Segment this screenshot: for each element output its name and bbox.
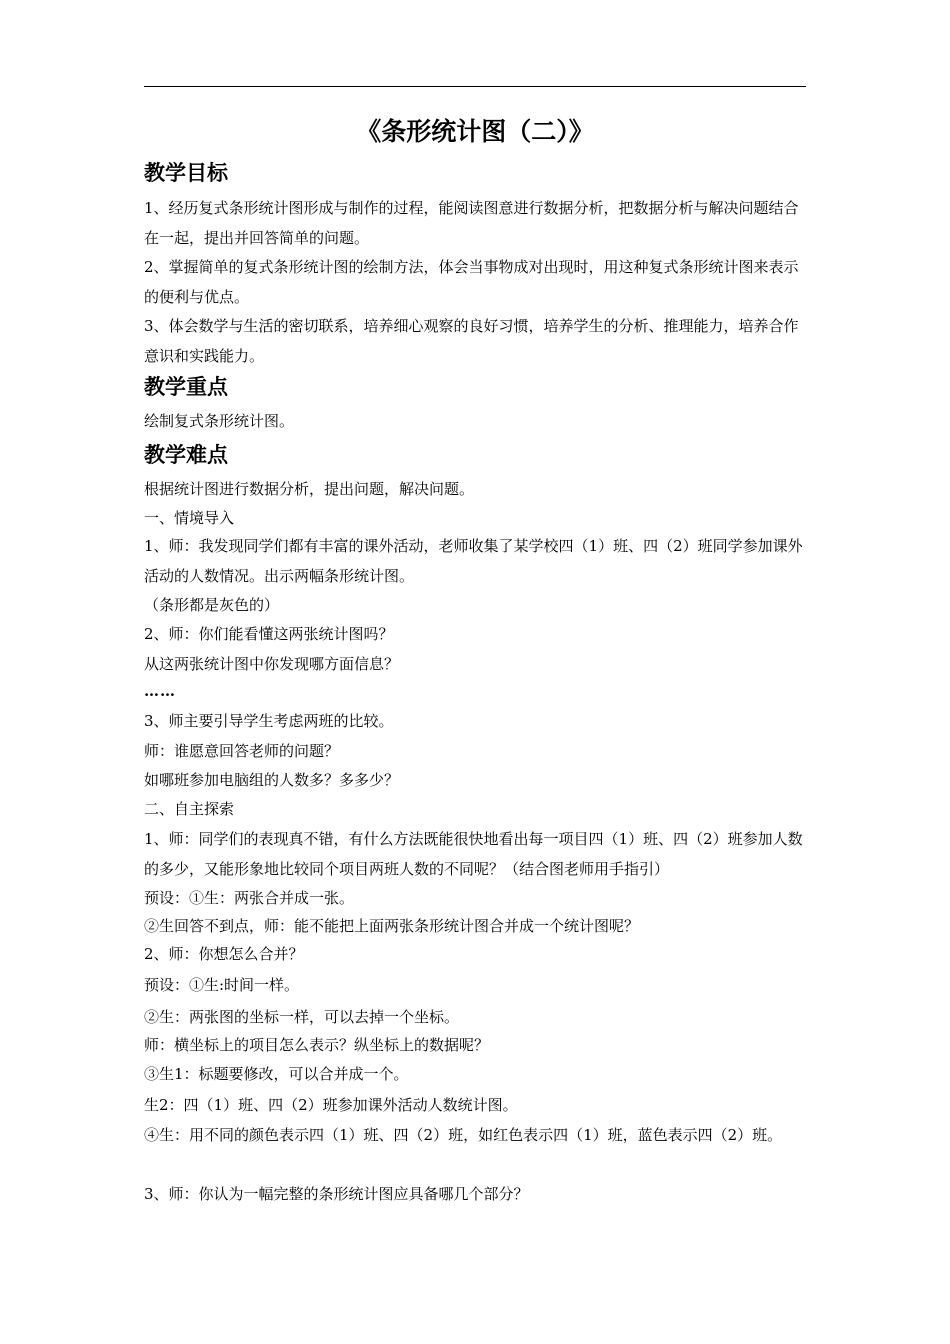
body-paragraph: （条形都是灰色的） — [144, 596, 280, 614]
header-rule — [144, 86, 806, 87]
body-paragraph: 1、师：我发现同学们都有丰富的课外活动，老师收集了某学校四（1）班、四（2）班同学参加课外活动的人数情况。出示两幅条形统计图。 — [144, 537, 803, 585]
body-paragraph: ②生回答不到点，师：能不能把上面两张条形统计图合并成一个统计图呢？ — [144, 917, 640, 935]
section-heading-explore: 二、自主探索 — [144, 800, 235, 818]
key-points-text: 绘制复式条形统计图。 — [144, 412, 295, 430]
goal-item-3: 3、体会数学与生活的密切联系，培养细心观察的良好习惯，培养学生的分析、推理能力，培养合作意识和实践能力。 — [144, 317, 799, 365]
key-points-heading: 教学重点 — [144, 374, 228, 399]
body-paragraph: ③生1：标题要修改，可以合并成一个。 — [144, 1065, 409, 1083]
document-title: 《条形统计图（二）》 — [356, 117, 594, 146]
body-paragraph: 2、师：你们能看懂这两张统计图吗？ — [144, 625, 394, 643]
body-paragraph: 2、师：你想怎么合并？ — [144, 945, 304, 963]
body-paragraph: 3、师主要引导学生考虑两班的比较。 — [144, 712, 394, 730]
body-paragraph: 如哪班参加电脑组的人数多？多多少？ — [144, 771, 400, 789]
difficulties-heading: 教学难点 — [144, 442, 228, 467]
goal-item-1: 1、经历复式条形统计图形成与制作的过程，能阅读图意进行数据分析，把数据分析与解决问题结合在一起，提出并回答简单的问题。 — [144, 199, 799, 247]
ellipsis-line: …… — [144, 682, 176, 700]
body-paragraph: 师：横坐标上的项目怎么表示？纵坐标上的数据呢？ — [144, 1036, 490, 1054]
difficulties-text: 根据统计图进行数据分析，提出问题，解决问题。 — [144, 480, 475, 498]
goals-heading: 教学目标 — [144, 160, 228, 185]
body-paragraph: 生2：四（1）班、四（2）班参加课外活动人数统计图。 — [144, 1096, 518, 1114]
body-paragraph: 预设：①生：两张合并成一张。 — [144, 889, 355, 907]
body-paragraph: 1、师：同学们的表现真不错，有什么方法既能很快地看出每一项目四（1）班、四（2）班参加人数的多少，又能形象地比较同个项目两班人数的不同呢？（结合图老师用手指引） — [144, 830, 803, 878]
body-paragraph: 从这两张统计图中你发现哪方面信息？ — [144, 655, 400, 673]
goal-item-2: 2、掌握简单的复式条形统计图的绘制方法，体会当事物成对出现时，用这种复式条形统计图来表示的便利与优点。 — [144, 258, 799, 306]
body-paragraph: 预设：①生:时间一样。 — [144, 976, 300, 994]
body-paragraph: 3、师：你认为一幅完整的条形统计图应具备哪几个部分？ — [144, 1185, 529, 1203]
body-paragraph: ②生：两张图的坐标一样，可以去掉一个坐标。 — [144, 1008, 460, 1026]
body-paragraph: 师：谁愿意回答老师的问题？ — [144, 742, 340, 760]
section-heading-intro: 一、情境导入 — [144, 509, 235, 527]
body-paragraph: ④生：用不同的颜色表示四（1）班、四（2）班，如红色表示四（1）班，蓝色表示四（2）班。 — [144, 1126, 783, 1144]
